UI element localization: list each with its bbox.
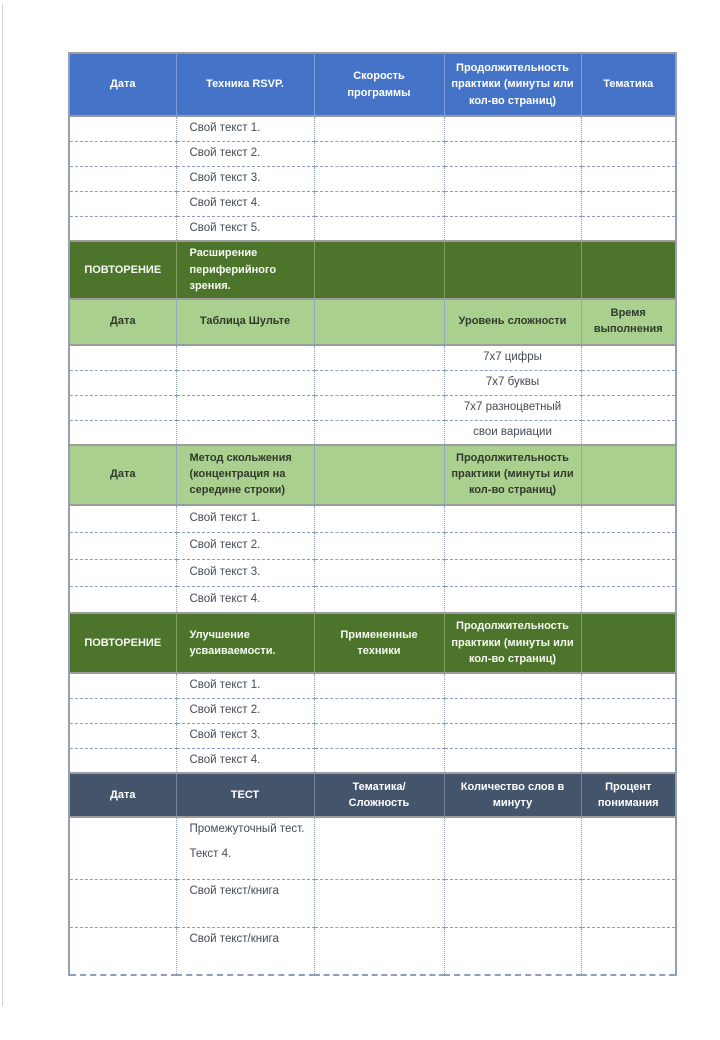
cell bbox=[581, 420, 676, 445]
cell bbox=[444, 698, 581, 723]
cell bbox=[314, 723, 444, 748]
cell bbox=[444, 748, 581, 773]
table-row bbox=[69, 191, 676, 216]
header-cell: Дата bbox=[69, 773, 176, 817]
header-cell: Расширение периферийного зрения. bbox=[176, 241, 314, 299]
table-row bbox=[69, 748, 676, 773]
cell bbox=[176, 370, 314, 395]
cell bbox=[581, 345, 676, 370]
cell bbox=[444, 191, 581, 216]
header-cell bbox=[314, 241, 444, 299]
cell bbox=[69, 505, 176, 532]
page-edge-line bbox=[2, 4, 3, 1006]
cell: Свой текст 3. bbox=[176, 166, 314, 191]
cell bbox=[176, 395, 314, 420]
cell: Свой текст 4. bbox=[176, 191, 314, 216]
cell: Свой текст 5. bbox=[176, 216, 314, 241]
cell bbox=[581, 817, 676, 879]
cell bbox=[69, 216, 176, 241]
cell bbox=[69, 698, 176, 723]
cell bbox=[444, 116, 581, 141]
table-row bbox=[69, 673, 676, 698]
cell bbox=[444, 586, 581, 613]
cell bbox=[444, 216, 581, 241]
header-cell bbox=[314, 613, 444, 673]
table-row bbox=[69, 166, 676, 191]
section-header-row bbox=[69, 445, 676, 505]
header-cell: Время выполнения bbox=[581, 299, 676, 345]
header-cell bbox=[314, 53, 444, 116]
cell bbox=[581, 586, 676, 613]
cell: Свой текст 4. bbox=[176, 748, 314, 773]
table-row bbox=[69, 420, 676, 445]
cell bbox=[69, 141, 176, 166]
cell bbox=[314, 532, 444, 559]
cell bbox=[314, 505, 444, 532]
cell: Свой текст 1. bbox=[176, 505, 314, 532]
reading-training-log-table bbox=[68, 52, 677, 976]
header-cell: Уровень сложности bbox=[444, 299, 581, 345]
cell: Свой текст 3. bbox=[176, 559, 314, 586]
cell bbox=[444, 673, 581, 698]
cell bbox=[314, 395, 444, 420]
cell-line: программы bbox=[347, 86, 411, 99]
table-row bbox=[69, 879, 676, 927]
cell bbox=[69, 559, 176, 586]
cell bbox=[581, 116, 676, 141]
section-header-row bbox=[69, 773, 676, 817]
header-cell: Улучшение усваиваемости. bbox=[176, 613, 314, 673]
section-header-row bbox=[69, 299, 676, 345]
cell bbox=[314, 166, 444, 191]
cell bbox=[314, 817, 444, 879]
section-header-row bbox=[69, 613, 676, 673]
header-cell: Количество слов в минуту bbox=[444, 773, 581, 817]
cell bbox=[314, 927, 444, 975]
cell bbox=[581, 927, 676, 975]
cell bbox=[444, 927, 581, 975]
table-row bbox=[69, 927, 676, 975]
cell bbox=[444, 723, 581, 748]
cell bbox=[581, 166, 676, 191]
header-cell: Процент понимания bbox=[581, 773, 676, 817]
cell: Свой текст/книга bbox=[176, 879, 314, 927]
cell: 7х7 буквы bbox=[444, 370, 581, 395]
cell bbox=[314, 420, 444, 445]
cell bbox=[581, 559, 676, 586]
cell bbox=[581, 505, 676, 532]
cell bbox=[581, 532, 676, 559]
cell bbox=[314, 370, 444, 395]
cell bbox=[444, 166, 581, 191]
table-row bbox=[69, 698, 676, 723]
cell: Свой текст 1. bbox=[176, 673, 314, 698]
header-cell: Продолжительность практики (минуты или кол-во страниц) bbox=[444, 613, 581, 673]
table-row bbox=[69, 216, 676, 241]
cell bbox=[69, 673, 176, 698]
cell bbox=[69, 817, 176, 879]
cell bbox=[581, 748, 676, 773]
cell-line: Тематика/ bbox=[352, 780, 406, 793]
table-row bbox=[69, 817, 676, 879]
table-row bbox=[69, 505, 676, 532]
table-row bbox=[69, 395, 676, 420]
cell-line: техники bbox=[357, 645, 401, 657]
cell bbox=[69, 420, 176, 445]
cell-line: Текст 4. bbox=[189, 847, 232, 860]
table-row bbox=[69, 723, 676, 748]
cell bbox=[444, 141, 581, 166]
table-row bbox=[69, 141, 676, 166]
header-cell: Дата bbox=[69, 299, 176, 345]
cell bbox=[444, 559, 581, 586]
cell bbox=[69, 116, 176, 141]
cell bbox=[444, 505, 581, 532]
section-header-row bbox=[69, 241, 676, 299]
cell-line: Сложность bbox=[348, 797, 410, 809]
cell bbox=[314, 216, 444, 241]
cell bbox=[69, 586, 176, 613]
cell bbox=[69, 345, 176, 370]
header-cell bbox=[581, 241, 676, 299]
cell bbox=[581, 141, 676, 166]
header-cell bbox=[314, 773, 444, 817]
cell: свои вариации bbox=[444, 420, 581, 445]
header-cell: ПОВТОРЕНИЕ bbox=[69, 241, 176, 299]
cell: Свой текст 2. bbox=[176, 141, 314, 166]
section-header-row bbox=[69, 53, 676, 116]
cell-line: Примененные bbox=[340, 628, 418, 641]
header-cell: Дата bbox=[69, 445, 176, 505]
header-cell: ТЕСТ bbox=[176, 773, 314, 817]
header-cell: Тематика bbox=[581, 53, 676, 116]
header-cell: Техника RSVP. bbox=[176, 53, 314, 116]
cell: Свой текст 4. bbox=[176, 586, 314, 613]
header-cell bbox=[314, 445, 444, 505]
header-cell: Таблица Шульте bbox=[176, 299, 314, 345]
cell: Свой текст 3. bbox=[176, 723, 314, 748]
table-row bbox=[69, 370, 676, 395]
header-cell bbox=[444, 241, 581, 299]
cell bbox=[69, 370, 176, 395]
cell bbox=[581, 216, 676, 241]
cell: 7х7 цифры bbox=[444, 345, 581, 370]
cell bbox=[69, 166, 176, 191]
header-cell bbox=[581, 613, 676, 673]
cell-line: Скорость bbox=[353, 70, 405, 82]
cell bbox=[314, 559, 444, 586]
cell bbox=[581, 879, 676, 927]
cell bbox=[444, 879, 581, 927]
cell bbox=[581, 698, 676, 723]
cell bbox=[581, 673, 676, 698]
cell bbox=[581, 395, 676, 420]
cell bbox=[314, 698, 444, 723]
header-cell: ПОВТОРЕНИЕ bbox=[69, 613, 176, 673]
table-row bbox=[69, 116, 676, 141]
cell: Свой текст 2. bbox=[176, 698, 314, 723]
cell bbox=[314, 748, 444, 773]
cell bbox=[444, 532, 581, 559]
header-cell: Продолжительность практики (минуты или кол-во страниц) bbox=[444, 445, 581, 505]
cell bbox=[581, 723, 676, 748]
table-row bbox=[69, 559, 676, 586]
cell bbox=[314, 586, 444, 613]
cell bbox=[176, 817, 314, 879]
cell bbox=[314, 673, 444, 698]
cell: Свой текст/книга bbox=[176, 927, 314, 975]
cell bbox=[314, 116, 444, 141]
cell bbox=[69, 748, 176, 773]
cell: Свой текст 2. bbox=[176, 532, 314, 559]
cell bbox=[69, 532, 176, 559]
cell bbox=[581, 370, 676, 395]
cell bbox=[314, 191, 444, 216]
header-cell bbox=[581, 445, 676, 505]
table-row bbox=[69, 586, 676, 613]
cell bbox=[176, 420, 314, 445]
cell bbox=[314, 141, 444, 166]
header-cell: Продолжительность практики (минуты или кол-во страниц) bbox=[444, 53, 581, 116]
cell bbox=[69, 191, 176, 216]
cell bbox=[314, 345, 444, 370]
header-cell: Дата bbox=[69, 53, 176, 116]
cell: 7х7 разноцветный bbox=[444, 395, 581, 420]
table-row bbox=[69, 532, 676, 559]
cell bbox=[69, 723, 176, 748]
cell bbox=[314, 879, 444, 927]
header-cell bbox=[314, 299, 444, 345]
cell bbox=[69, 395, 176, 420]
cell bbox=[581, 191, 676, 216]
cell bbox=[69, 927, 176, 975]
table-row bbox=[69, 345, 676, 370]
table-body bbox=[69, 53, 676, 975]
cell: Свой текст 1. bbox=[176, 116, 314, 141]
cell bbox=[444, 817, 581, 879]
cell bbox=[176, 345, 314, 370]
header-cell: Метод скольжения (концентрация на середине строки) bbox=[176, 445, 314, 505]
cell-line: Промежуточный тест. bbox=[189, 823, 305, 835]
cell bbox=[69, 879, 176, 927]
